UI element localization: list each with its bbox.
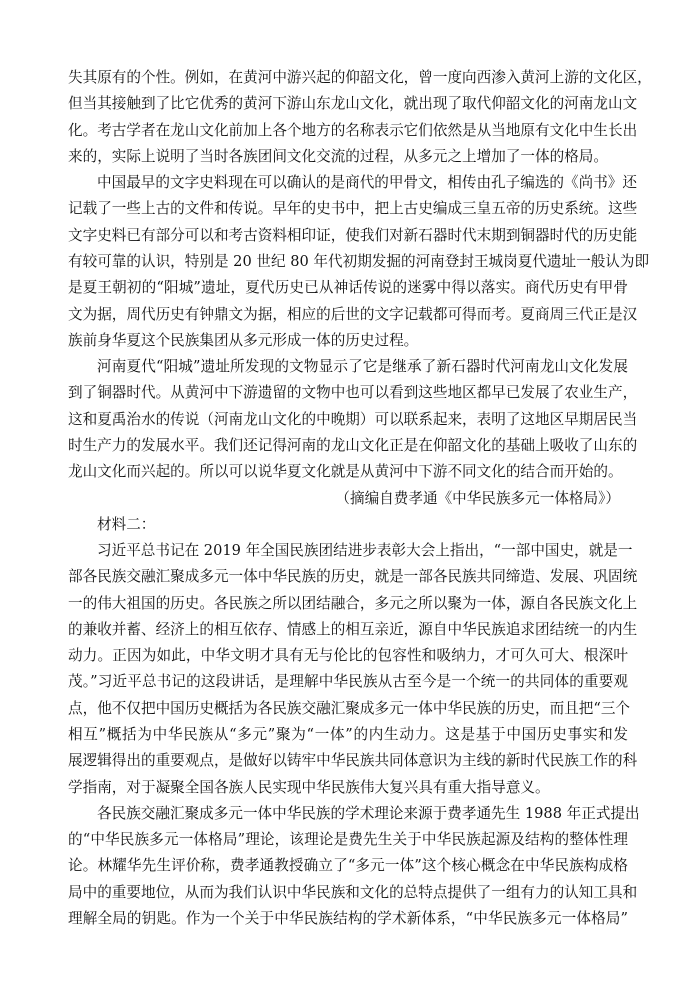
text-line: 龙山文化而兴起的。所以可以说华夏文化就是从黄河中下游不同文化的结合而开始的。 [68, 463, 623, 481]
text-line: 展逻辑得出的重要观点，是做好以铸牢中华民族共同体意识为主线的新时代民族工作的科 [68, 752, 638, 770]
text-line: 相互”概括为中华民族从“多元”聚为“一体”的内生动力。这是基于中国历史事实和发 [68, 726, 628, 744]
source-citation: （摘编自费孝通《中华民族多元一体格局》） [335, 489, 620, 507]
text-line: 理解全局的钥匙。作为一个关于中华民族结构的学术新体系，“中华民族多元一体格局” [68, 910, 628, 927]
text-line: 是夏王朝初的“阳城”遗址，夏代历史已从神话传说的迷雾中得以落实。商代历史有甲骨 [68, 279, 628, 297]
text-line: 的“中华民族多元一体格局”理论，该理论是费先生关于中华民族起源及结构的整体性理 [68, 831, 628, 849]
text-line: 族前身华夏这个民族集团从多元形成一体的历史过程。 [68, 331, 419, 349]
text-line: 到了铜器时代。从黄河中下游遗留的文物中也可以看到这些地区都早已发展了农业生产， [68, 384, 638, 402]
text-line: 文为据，周代历史有钟鼎文为据，相应的后世的文字记载都可得而考。夏商周三代正是汉 [68, 305, 638, 323]
text-line: 动力。正因为如此，中华文明才具有无与伦比的包容性和吸纳力，才可久可大、根深叶 [68, 647, 628, 665]
text-line: 时生产力的发展水平。我们还记得河南的龙山文化正是在仰韶文化的基础上吸收了山东的 [68, 436, 638, 454]
text-line: 来的，实际上说明了当时各族团间文化交流的过程，从多元之上增加了一体的格局。 [68, 147, 608, 165]
paragraph-first-line: 河南夏代“阳城”遗址所发现的文物显示了它是继承了新石器时代河南龙山文化发展 [97, 358, 628, 376]
text-line: 的兼收并蓄、经济上的相互依存、情感上的相互亲近，源自中华民族追求团结统一的内生 [68, 620, 638, 638]
text-line: 这和夏禹治水的传说（河南龙山文化的中晚期）可以联系起来，表明了这地区早期居民当 [68, 410, 638, 428]
paragraph-first-line: 中国最早的文字史料现在可以确认的是商代的甲骨文，相传由孔子编选的《尚书》还 [97, 174, 637, 192]
paragraph-first-line: 各民族交融汇聚成多元一体中华民族的学术理论来源于费孝通先生 1988 年正式提出 [97, 804, 640, 822]
text-line: 化。考古学者在龙山文化前加上各个地方的名称表示它们依然是从当地原有文化中生长出 [68, 121, 638, 139]
text-line: 有较可靠的认识，特别是 20 世纪 80 年代初期发掘的河南登封王城岗夏代遗址一般认为即 [68, 252, 650, 270]
document-page [68, 66, 652, 933]
text-line: 文字史料已有部分可以和考古资料相印证，使我们对新石器时代末期到铜器时代的历史能 [68, 226, 638, 244]
text-line: 部各民族交融汇聚成多元一体中华民族的历史，就是一部各民族共同缔造、发展、巩固统 [68, 568, 638, 586]
text-line: 但当其接触到了比它优秀的黄河下游山东龙山文化，就出现了取代仰韶文化的河南龙山文 [68, 95, 638, 113]
section-heading: 材料二： [97, 515, 156, 533]
text-line: 记载了一些上古的文件和传说。早年的史书中，把上古史编成三皇五帝的历史系统。这些 [68, 200, 638, 218]
text-line: 局中的重要地位，从而为我们认识中华民族和文化的总特点提供了一组有力的认知工具和 [68, 883, 638, 901]
paragraph-first-line: 习近平总书记在 2019 年全国民族团结进步表彰大会上指出，“一部中国史，就是一 [97, 542, 633, 560]
text-line: 论。林耀华先生评价称，费孝通教授确立了“多元一体”这个核心概念在中华民族构成格 [68, 857, 628, 875]
text-line: 失其原有的个性。例如，在黄河中游兴起的仰韶文化，曾一度向西渗入黄河上游的文化区， [68, 69, 652, 86]
text-line: 一的伟大祖国的历史。各民族之所以团结融合，多元之所以聚为一体，源自各民族文化上 [68, 594, 638, 612]
text-line: 点，他不仅把中国历史概括为各民族交融汇聚成多元一体中华民族的历史，而且把“三个 [68, 699, 631, 717]
text-line: 学指南，对于凝聚全国各族人民实现中华民族伟大复兴具有重大指导意义。 [68, 778, 550, 796]
text-line: 茂。”习近平总书记的这段讲话，是理解中华民族从古至今是一个统一的共同体的重要观 [68, 673, 628, 691]
